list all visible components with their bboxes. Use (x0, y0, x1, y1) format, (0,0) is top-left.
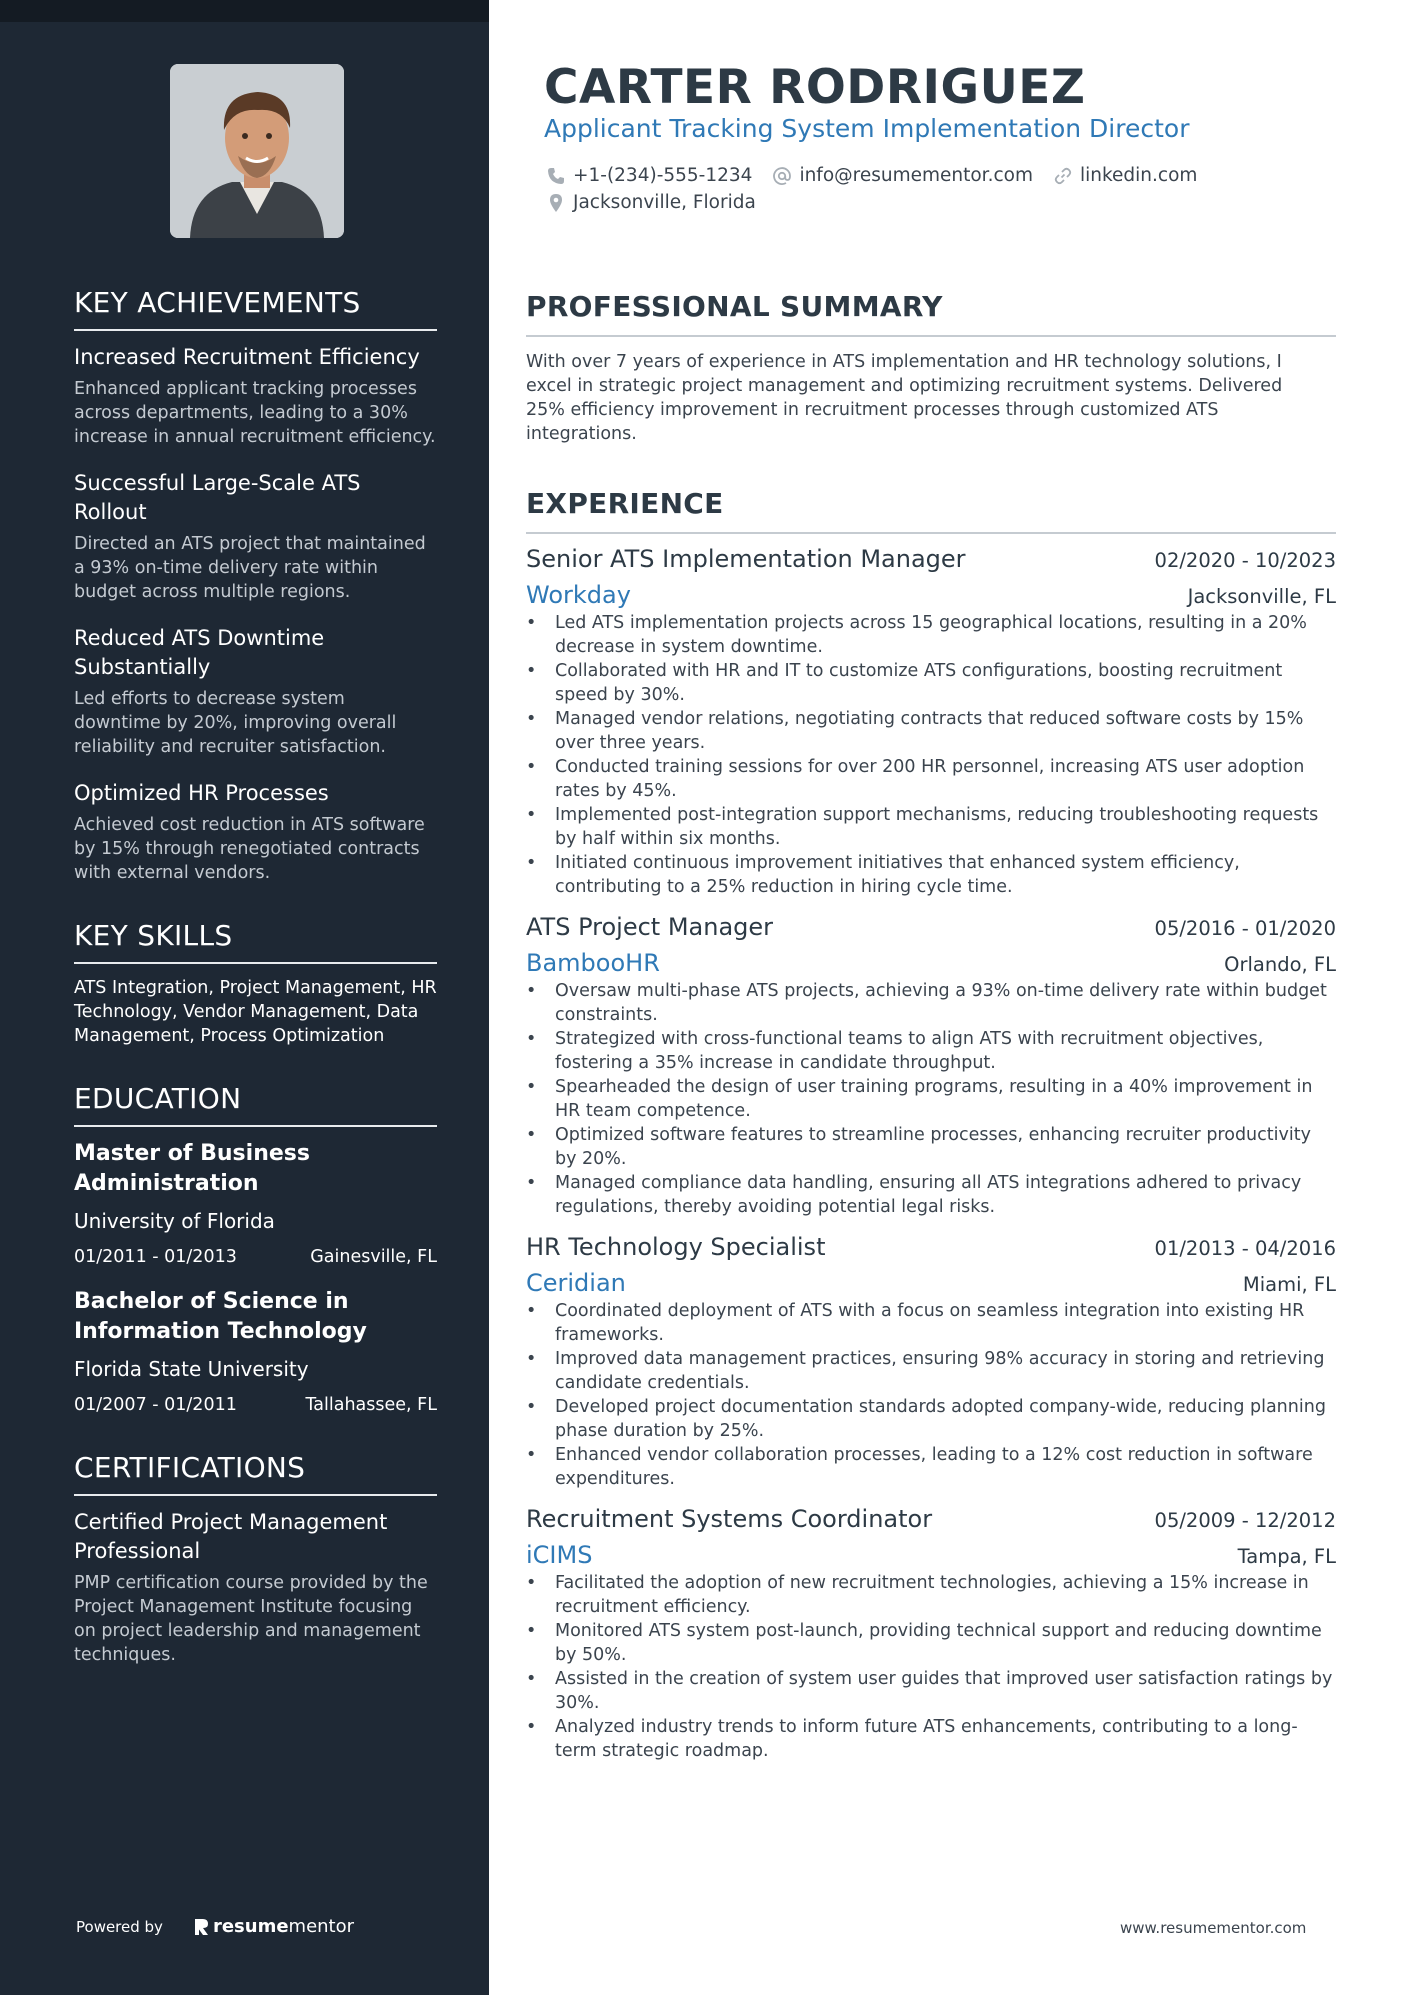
job-entry (526, 1505, 1336, 1763)
achievement-title: Reduced ATS Downtime Substantially (74, 626, 325, 679)
job-header (526, 913, 1336, 945)
job-bullet: • Collaborated with HR and IT to customize ATS configurations, boosting recruitment speed by 30%. (526, 659, 1336, 707)
achievement-description: Enhanced applicant tracking processes across departments, leading to a 30% increase in annual recruitment efficiency. (74, 379, 436, 447)
job-company: BambooHR (526, 949, 660, 977)
job-bullet: • Analyzed industry trends to inform future ATS enhancements, contributing to a long-term strategic roadmap. (526, 1715, 1336, 1763)
location-text: Jacksonville, Florida (573, 192, 756, 213)
contact-location (546, 192, 756, 213)
key-achievements-heading: KEY ACHIEVEMENTS (74, 286, 437, 331)
certifications-section (74, 1451, 437, 1667)
job-dates: 02/2020 - 10/2023 (1154, 549, 1336, 572)
job-bullets (526, 1299, 1336, 1491)
sidebar-top-bar (0, 0, 489, 22)
key-achievements-section (74, 286, 437, 885)
email-text: info@resumementor.com (799, 165, 1033, 186)
job-header (526, 545, 1336, 577)
certification-description: PMP certification course provided by the Project Management Institute focusing on project leadership and management techniques. (74, 1573, 428, 1665)
education-meta (74, 1393, 437, 1417)
job-role: Senior ATS Implementation Manager (526, 545, 966, 573)
link-icon (1053, 166, 1073, 186)
job-entry (526, 913, 1336, 1219)
education-school: Florida State University (74, 1357, 309, 1381)
job-bullet: • Managed compliance data handling, ensuring all ATS integrations adhered to privacy regulations, thereby avoiding potential legal risks. (526, 1171, 1336, 1219)
certification-item (74, 1508, 437, 1667)
achievement-item (74, 469, 437, 604)
experience-heading: EXPERIENCE (526, 487, 1336, 534)
education-heading: EDUCATION (74, 1082, 437, 1127)
achievement-description: Led efforts to decrease system downtime by 20%, improving overall reliability and recruiter satisfaction. (74, 689, 397, 757)
job-bullets (526, 979, 1336, 1219)
skills-list: ATS Integration, Project Management, HR Technology, Vendor Management, Data Management, Process Optimization (74, 978, 437, 1046)
job-company: iCIMS (526, 1541, 593, 1569)
brand-mark-icon (193, 1917, 209, 1937)
experience-list (526, 545, 1336, 1777)
achievement-title: Successful Large-Scale ATS Rollout (74, 471, 361, 524)
summary-text: With over 7 years of experience in ATS implementation and HR technology solutions, I excel in strategic project management and optimizing recruitment systems. Delivered 25% efficiency improvement in recruitment processes through customized ATS integrations. (526, 352, 1283, 444)
job-bullet: • Initiated continuous improvement initiatives that enhanced system efficiency, contributing to a 25% reduction in hiring cycle time. (526, 851, 1336, 899)
contact-row (546, 162, 1326, 189)
job-dates: 05/2009 - 12/2012 (1154, 1509, 1336, 1532)
job-role: Recruitment Systems Coordinator (526, 1505, 933, 1533)
candidate-title: Applicant Tracking System Implementation Director (544, 114, 1190, 143)
job-bullet: • Improved data management practices, ensuring 98% accuracy in storing and retrieving candidate credentials. (526, 1347, 1336, 1395)
contact-linkedin[interactable] (1053, 165, 1197, 186)
education-location: Tallahassee, FL (305, 1395, 437, 1415)
achievement-item (74, 343, 437, 449)
job-header (526, 1505, 1336, 1537)
certification-title: Certified Project Management Professional (74, 1510, 388, 1563)
job-bullet: • Strategized with cross-functional teams to align ATS with recruitment objectives, fostering a 35% increase in candidate throughput. (526, 1027, 1336, 1075)
education-meta (74, 1245, 437, 1269)
job-subheader (526, 945, 1336, 979)
achievement-item (74, 779, 437, 885)
linkedin-text: linkedin.com (1079, 165, 1198, 186)
education-degree: Master of Business Administration (74, 1141, 310, 1196)
job-bullet: • Optimized software features to streamline processes, enhancing recruiter productivity by 20%. (526, 1123, 1336, 1171)
job-bullet: • Coordinated deployment of ATS with a focus on seamless integration into existing HR frameworks. (526, 1299, 1336, 1347)
job-location: Jacksonville, FL (1187, 585, 1336, 608)
footer-url-link[interactable]: www.resumementor.com (1120, 1919, 1307, 1937)
education-school: University of Florida (74, 1209, 275, 1233)
contact-row (546, 189, 1326, 216)
job-bullet: • Spearheaded the design of user training programs, resulting in a 40% improvement in HR team competence. (526, 1075, 1336, 1123)
contact-phone[interactable] (546, 165, 752, 186)
summary-heading: PROFESSIONAL SUMMARY (526, 290, 1336, 337)
job-subheader (526, 1265, 1336, 1299)
job-bullet: • Conducted training sessions for over 200 HR personnel, increasing ATS user adoption rates by 45%. (526, 755, 1336, 803)
job-location: Tampa, FL (1237, 1545, 1336, 1568)
key-skills-heading: KEY SKILLS (74, 919, 437, 964)
certifications-heading: CERTIFICATIONS (74, 1451, 437, 1496)
job-role: ATS Project Manager (526, 913, 774, 941)
education-section (74, 1082, 437, 1417)
education-item (74, 1139, 437, 1269)
sidebar-content (74, 286, 437, 1701)
sidebar (0, 0, 489, 1995)
job-bullet: • Facilitated the adoption of new recruitment technologies, achieving a 15% increase in recruitment efficiency. (526, 1571, 1336, 1619)
education-dates: 01/2011 - 01/2013 (74, 1247, 237, 1267)
achievement-title: Increased Recruitment Efficiency (74, 345, 420, 369)
job-subheader (526, 577, 1336, 611)
job-location: Miami, FL (1242, 1273, 1336, 1296)
job-location: Orlando, FL (1224, 953, 1336, 976)
powered-by (76, 1916, 354, 1937)
brand-logo[interactable] (193, 1916, 354, 1937)
location-pin-icon (546, 193, 566, 213)
contact-info (546, 162, 1326, 216)
phone-icon (546, 166, 566, 186)
at-icon (772, 166, 792, 186)
brand-name-bold: resume (212, 1916, 289, 1937)
job-company: Ceridian (526, 1269, 626, 1297)
achievement-title: Optimized HR Processes (74, 781, 329, 805)
job-subheader (526, 1537, 1336, 1571)
brand-name-light: mentor (288, 1916, 355, 1937)
job-header (526, 1233, 1336, 1265)
job-role: HR Technology Specialist (526, 1233, 826, 1261)
job-bullet: • Implemented post-integration support mechanisms, reducing troubleshooting requests by half within six months. (526, 803, 1336, 851)
education-location: Gainesville, FL (310, 1247, 437, 1267)
achievement-description: Directed an ATS project that maintained a 93% on-time delivery rate within budget across multiple regions. (74, 534, 426, 602)
job-entry (526, 545, 1336, 899)
job-bullet: • Oversaw multi-phase ATS projects, achieving a 93% on-time delivery rate within budget constraints. (526, 979, 1336, 1027)
phone-text: +1-(234)-555-1234 (573, 165, 753, 186)
profile-photo (170, 64, 344, 238)
achievement-description: Achieved cost reduction in ATS software by 15% through renegotiated contracts with external vendors. (74, 815, 425, 883)
education-item (74, 1287, 437, 1417)
job-bullet: • Enhanced vendor collaboration processes, leading to a 12% cost reduction in software expenditures. (526, 1443, 1336, 1491)
job-bullet: • Assisted in the creation of system user guides that improved user satisfaction ratings by 30%. (526, 1667, 1336, 1715)
contact-email[interactable] (772, 165, 1033, 186)
job-dates: 05/2016 - 01/2020 (1154, 917, 1336, 940)
education-dates: 01/2007 - 01/2011 (74, 1395, 237, 1415)
education-degree: Bachelor of Science in Information Technology (74, 1289, 367, 1344)
job-company: Workday (526, 581, 631, 609)
job-bullet: • Developed project documentation standards adopted company-wide, reducing planning phase duration by 25%. (526, 1395, 1336, 1443)
powered-by-label: Powered by (76, 1917, 163, 1936)
job-bullet: • Led ATS implementation projects across 15 geographical locations, resulting in a 20% decrease in system downtime. (526, 611, 1336, 659)
key-skills-section (74, 919, 437, 1048)
candidate-name: CARTER RODRIGUEZ (544, 60, 1086, 115)
job-entry (526, 1233, 1336, 1491)
achievement-item (74, 624, 437, 759)
job-bullet: • Managed vendor relations, negotiating contracts that reduced software costs by 15% over three years. (526, 707, 1336, 755)
job-bullet: • Monitored ATS system post-launch, providing technical support and reducing downtime by 50%. (526, 1619, 1336, 1667)
job-bullets (526, 611, 1336, 899)
job-bullets (526, 1571, 1336, 1763)
job-dates: 01/2013 - 04/2016 (1154, 1237, 1336, 1260)
